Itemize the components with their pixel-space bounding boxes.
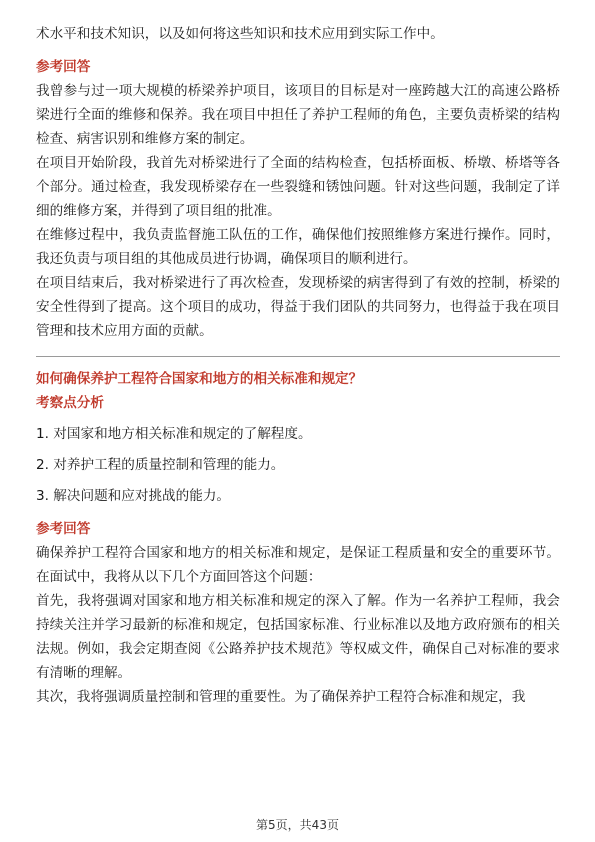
section-divider <box>36 356 560 357</box>
analysis-item: 2. 对养护工程的质量控制和管理的能力。 <box>36 457 285 473</box>
answer-paragraph: 在项目结束后，我对桥梁进行了再次检查，发现桥梁的病害得到了有效的控制，桥梁的安全性得到了提高。这个项目的成功，得益于我们团队的共同努力，也得益于我在项目管理和技术应用方面的贡献。 <box>36 275 560 339</box>
page-footer: 第5页，共43页 <box>256 818 339 832</box>
analysis-item: 1. 对国家和地方相关标准和规定的了解程度。 <box>36 426 312 442</box>
answer-paragraph: 在维修过程中，我负责监督施工队伍的工作，确保他们按照维修方案进行操作。同时，我还负责与项目组的其他成员进行协调，确保项目的顺利进行。 <box>36 227 560 267</box>
page-content <box>36 22 560 709</box>
reference-answer-label-2: 参考回答 <box>36 521 91 537</box>
answer-paragraph: 我曾参与过一项大规模的桥梁养护项目，该项目的目标是对一座跨越大江的高速公路桥梁进行全面的维修和保养。我在项目中担任了养护工程师的角色，主要负责桥梁的结构检查、病害识别和维修方案的制定。 <box>36 83 560 147</box>
question-title: 如何确保养护工程符合国家和地方的相关标准和规定？ <box>36 371 363 387</box>
intro-tail-text: 术水平和技术知识，以及如何将这些知识和技术应用到实际工作中。 <box>36 26 444 42</box>
answer-paragraph: 首先，我将强调对国家和地方相关标准和规定的深入了解。作为一名养护工程师，我会持续关注并学习最新的标准和规定，包括国家标准、行业标准以及地方政府颁布的相关法规。例如，我会定期查阅《公路养护技术规范》等权威文件，确保自己对标准的要求有清晰的理解。 <box>36 593 560 681</box>
reference-answer-label-1: 参考回答 <box>36 59 91 75</box>
analysis-label: 考察点分析 <box>36 395 104 411</box>
answer-paragraph: 确保养护工程符合国家和地方的相关标准和规定，是保证工程质量和安全的重要环节。在面试中，我将从以下几个方面回答这个问题： <box>36 545 560 585</box>
analysis-item: 3. 解决问题和应对挑战的能力。 <box>36 488 231 504</box>
answer-paragraph: 其次，我将强调质量控制和管理的重要性。为了确保养护工程符合标准和规定，我 <box>36 689 526 705</box>
answer-paragraph: 在项目开始阶段，我首先对桥梁进行了全面的结构检查，包括桥面板、桥墩、桥塔等各个部分。通过检查，我发现桥梁存在一些裂缝和锈蚀问题。针对这些问题，我制定了详细的维修方案，并得到了项目组的批准。 <box>36 155 560 219</box>
